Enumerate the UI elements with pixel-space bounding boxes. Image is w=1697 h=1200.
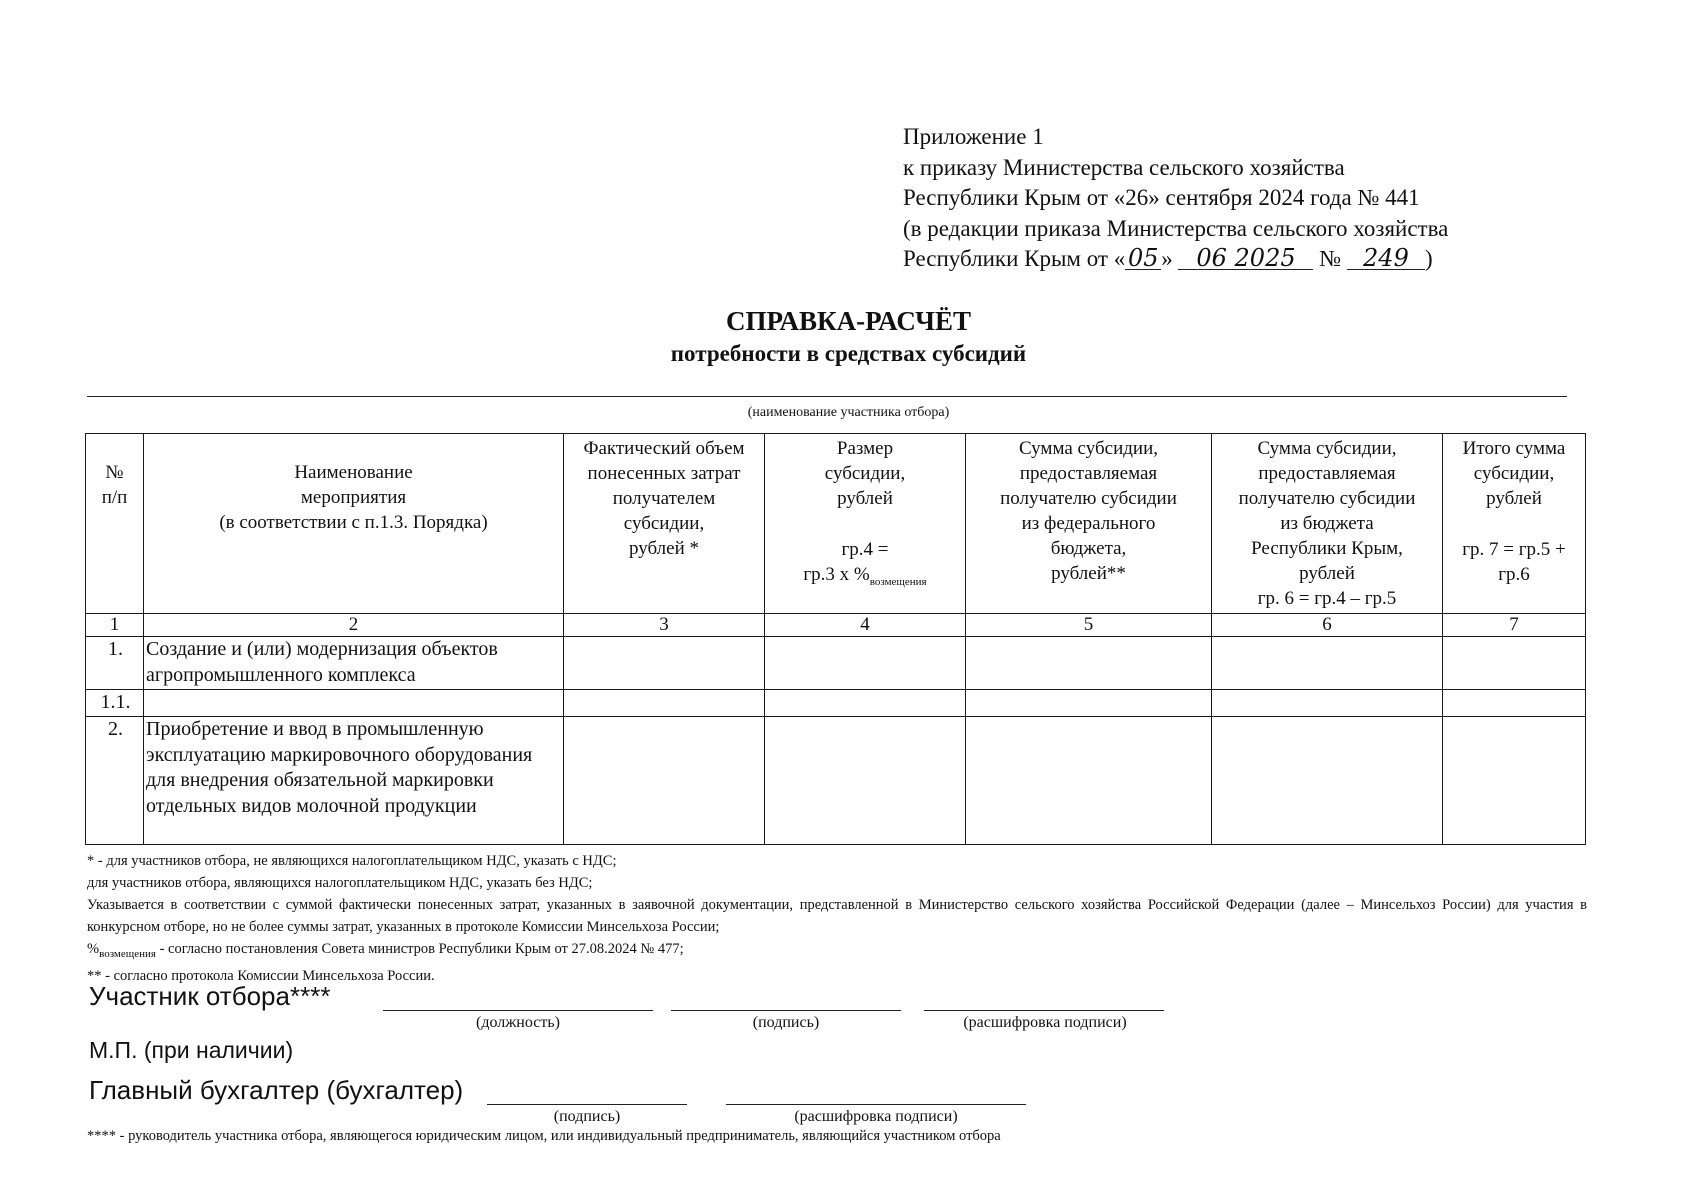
row-event-name xyxy=(144,690,564,717)
row-cell xyxy=(1212,637,1443,690)
footnote-5: ** - согласно протокола Комиссии Минсельхоза России. xyxy=(87,967,435,984)
signature-line xyxy=(671,1010,901,1011)
footnote-1: * - для участников отбора, не являющихся налогоплательщиком НДС, указать с НДС; xyxy=(87,853,617,869)
footnote-2: для участников отбора, являющихся налогоплательщиком НДС, указать без НДС; xyxy=(87,875,593,891)
row-cell xyxy=(564,637,765,690)
column-number: 5 xyxy=(966,614,1212,637)
column-number: 7 xyxy=(1443,614,1586,637)
caption-decoding: (расшифровка подписи) xyxy=(963,1014,1127,1031)
subsidy-calculation-table xyxy=(85,433,1586,845)
table-header-row xyxy=(86,434,1586,614)
accountant-caption-signature: (подпись) xyxy=(553,1108,621,1125)
header-subsidy-size-label: Размер субсидии, рублей xyxy=(824,438,906,509)
column-number: 2 xyxy=(144,614,564,637)
row-cell xyxy=(1443,690,1586,717)
footnote-6: **** - руководитель участника отбора, являющегося юридическим лицом, или индивидуальный предприниматель, являющийся участником отбора xyxy=(87,1128,1001,1144)
participant-name-caption: (наименование участника отбора) xyxy=(747,405,950,420)
header-col6-formula: гр. 6 = гр.4 – гр.5 xyxy=(1257,588,1397,609)
column-number: 4 xyxy=(765,614,966,637)
appendix-line-5-prefix: Республики Крым от « xyxy=(903,246,1126,271)
handwritten-month-year: 06 2025 xyxy=(1178,247,1313,270)
row-cell xyxy=(1443,637,1586,690)
appendix-line-4: (в редакции приказа Министерства сельского хозяйства xyxy=(903,215,1449,241)
appendix-line-5-suffix: ) xyxy=(1424,246,1433,271)
footnote-4-sub: возмещения xyxy=(99,947,156,960)
column-number: 3 xyxy=(564,614,765,637)
appendix-line-2: к приказу Министерства сельского хозяйства xyxy=(903,154,1345,180)
accountant-signature-line xyxy=(487,1104,687,1105)
row-number: 2. xyxy=(86,717,144,845)
footnotes xyxy=(87,850,1587,987)
header-crimea-budget xyxy=(1212,434,1443,614)
row-cell xyxy=(1443,717,1586,845)
row-event-name: Создание и (или) модернизация объектов агропромышленного комплекса xyxy=(144,637,564,690)
header-event-name: Наименование мероприятия (в соответствии с п.1.3. Порядка) xyxy=(144,434,564,614)
row-cell xyxy=(966,690,1212,717)
participant-name-line xyxy=(87,396,1567,397)
header-total xyxy=(1443,434,1586,614)
header-col4-formula-a: гр.4 = xyxy=(841,539,889,560)
header-actual-costs: Фактический объем понесенных затрат получателем субсидии, рублей * xyxy=(564,434,765,614)
header-col7-formula: гр. 7 = гр.5 + гр.6 xyxy=(1462,539,1566,585)
column-number-row xyxy=(86,614,1586,637)
position-line xyxy=(383,1010,653,1011)
header-crimea-budget-label: Сумма субсидии, предоставляемая получателю субсидии из бюджета Республики Крым, рублей xyxy=(1238,438,1416,584)
row-cell xyxy=(564,717,765,845)
document-subtitle: потребности в средствах субсидий xyxy=(670,341,1027,366)
row-cell xyxy=(765,690,966,717)
row-cell xyxy=(1212,717,1443,845)
footnote-4 xyxy=(87,938,1587,965)
accountant-label: Главный бухгалтер (бухгалтер) xyxy=(89,1075,464,1105)
appendix-header xyxy=(903,122,1448,275)
header-total-label: Итого сумма субсидии, рублей xyxy=(1462,438,1566,509)
row-cell xyxy=(1212,690,1443,717)
footnote-4-text: - согласно постановления Совета министров Республики Крым от 27.08.2024 № 477; xyxy=(155,941,684,957)
header-subsidy-size xyxy=(765,434,966,614)
row-event-name: Приобретение и ввод в промышленную эксплуатацию маркировочного оборудования для внедрения обязательной маркировки отдельных видов молочной продукции xyxy=(144,717,564,845)
decoding-line xyxy=(924,1010,1164,1011)
accountant-decoding-line xyxy=(726,1104,1026,1105)
appendix-line-3: Республики Крым от «26» сентября 2024 года № 441 xyxy=(903,185,1420,210)
header-col4-formula-b xyxy=(765,562,965,595)
header-number: № п/п xyxy=(86,434,144,614)
handwritten-day: 05 xyxy=(1125,247,1161,270)
appendix-number-sign: № xyxy=(1319,246,1342,271)
table-row xyxy=(86,637,1586,690)
appendix-line-5-mid: » xyxy=(1161,246,1173,271)
table-row xyxy=(86,717,1586,845)
row-cell xyxy=(966,717,1212,845)
row-cell xyxy=(564,690,765,717)
caption-position: (должность) xyxy=(476,1014,560,1031)
row-number: 1. xyxy=(86,637,144,690)
row-cell xyxy=(966,637,1212,690)
table-row xyxy=(86,690,1586,717)
footnote-3: Указывается в соответствии с суммой фактически понесенных затрат, указанных в заявочной документации, представленной в Министерство сельского хозяйства Российской Федерации (далее – Минсельхоз России) для участия в конкурсном отборе, но не более суммы затрат, указанных в протоколе Комиссии Минсельхоза России; xyxy=(87,897,1587,935)
column-number: 1 xyxy=(86,614,144,637)
appendix-line-1: Приложение 1 xyxy=(903,124,1044,149)
appendix-line-5 xyxy=(903,244,1448,275)
row-cell xyxy=(765,637,966,690)
caption-signature: (подпись) xyxy=(752,1014,820,1031)
row-cell xyxy=(765,717,966,845)
header-federal-budget: Сумма субсидии, предоставляемая получателю субсидии из федерального бюджета, рублей** xyxy=(966,434,1212,614)
row-number: 1.1. xyxy=(86,690,144,717)
document-title: СПРАВКА-РАСЧЁТ xyxy=(726,306,971,336)
header-col4-formula-sub: возмещения xyxy=(869,575,927,588)
accountant-caption-decoding: (расшифровка подписи) xyxy=(794,1108,958,1125)
participant-label: Участник отбора**** xyxy=(89,981,331,1011)
stamp-label: М.П. (при наличии) xyxy=(89,1037,294,1063)
footnote-4-symbol: % xyxy=(87,941,100,957)
header-col4-formula-main: гр.3 х % xyxy=(803,564,870,585)
column-number: 6 xyxy=(1212,614,1443,637)
handwritten-order-number: 249 xyxy=(1347,247,1425,270)
